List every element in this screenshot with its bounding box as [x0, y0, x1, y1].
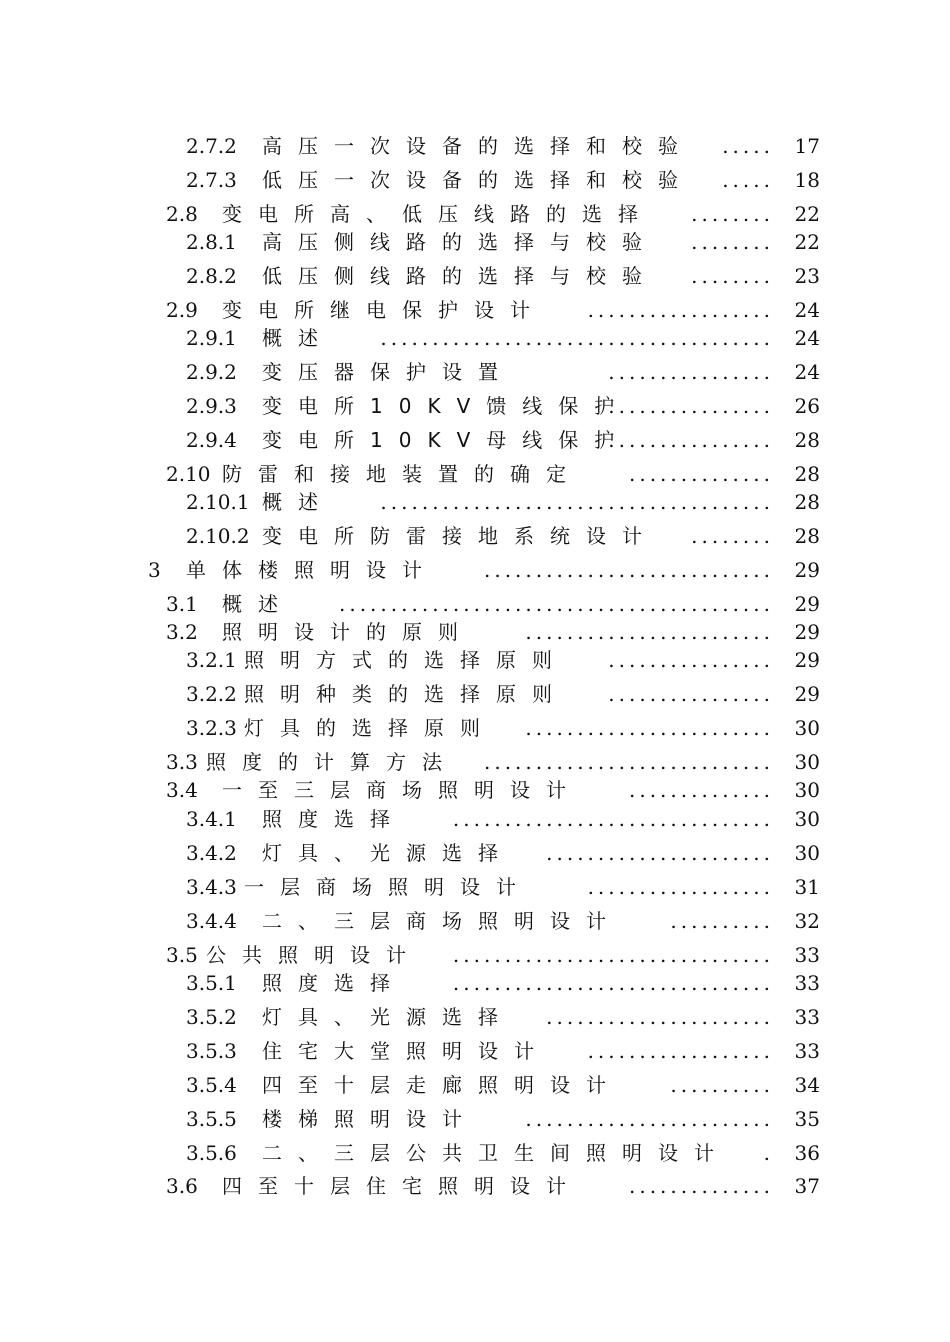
toc-entry-page-number: 22	[794, 202, 820, 226]
toc-entry-page-number: 30	[794, 778, 820, 802]
toc-entry[interactable]	[0, 555, 950, 585]
toc-entry-title: 概述	[262, 490, 334, 514]
toc-entry[interactable]	[0, 940, 950, 970]
toc-entry-page-number: 18	[794, 168, 820, 192]
toc-entry-page-number: 33	[794, 1039, 820, 1063]
toc-entry-page-number: 35	[794, 1107, 820, 1131]
toc-entry-leader-dots: ...............................	[452, 971, 774, 995]
toc-entry-leader-dots: ..............	[628, 778, 774, 802]
toc-entry-leader-dots: ..................	[587, 875, 774, 899]
toc-entry-page-number: 37	[794, 1174, 820, 1198]
toc-entry-title: 防雷和接地装置的确定	[222, 462, 582, 486]
toc-entry-number: 3.4	[166, 778, 198, 802]
toc-entry-number: 2.10.1	[186, 490, 250, 514]
toc-entry-leader-dots: ........................	[525, 1107, 774, 1131]
toc-entry-title: 变压器保护设置	[262, 360, 514, 384]
toc-entry-page-number: 30	[794, 716, 820, 740]
toc-entry-number: 3.2.2	[186, 682, 237, 706]
toc-entry-title: 高压一次设备的选择和校验	[262, 134, 694, 158]
toc-entry-title: 公共照明设计	[206, 943, 422, 967]
toc-entry-number: 3.5.6	[186, 1141, 237, 1165]
toc-entry[interactable]	[0, 713, 950, 743]
toc-entry-number: 2.9.4	[186, 428, 237, 452]
toc-entry-page-number: 17	[794, 134, 820, 158]
toc-entry-leader-dots: ........	[691, 264, 774, 288]
toc-entry-number: 2.7.2	[186, 134, 237, 158]
toc-entry[interactable]	[0, 425, 950, 455]
toc-entry-title: 变电所继电保护设计	[222, 298, 546, 322]
toc-entry-number: 3.5.1	[186, 971, 237, 995]
toc-entry-number: 2.8.1	[186, 230, 237, 254]
toc-entry[interactable]	[0, 589, 950, 619]
toc-entry-page-number: 28	[794, 428, 820, 452]
toc-entry-leader-dots: ...............................	[452, 943, 774, 967]
toc-entry-leader-dots: ..................	[587, 298, 774, 322]
toc-entry-page-number: 29	[794, 620, 820, 644]
toc-entry-page-number: 28	[794, 490, 820, 514]
toc-entry-title: 二、三层商场照明设计	[262, 909, 622, 933]
toc-entry-leader-dots: ........	[691, 524, 774, 548]
toc-entry-title: 变电所10KV馈线保护	[262, 394, 631, 418]
toc-entry[interactable]	[0, 1138, 950, 1168]
toc-entry-page-number: 31	[794, 875, 820, 899]
toc-entry[interactable]	[0, 1171, 950, 1201]
toc-entry-leader-dots: ................	[608, 682, 774, 706]
toc-entry-title: 变电所高、低压线路的选择	[222, 202, 654, 226]
toc-entry-title: 四至十层住宅照明设计	[222, 1174, 582, 1198]
toc-entry-page-number: 33	[794, 943, 820, 967]
toc-entry-page-number: 36	[794, 1141, 820, 1165]
toc-entry-number: 3.5	[166, 943, 198, 967]
toc-entry-page-number: 26	[794, 394, 820, 418]
toc-entry-number: 2.7.3	[186, 168, 237, 192]
toc-entry-number: 2.10.2	[186, 524, 250, 548]
toc-entry-leader-dots: ......................	[546, 841, 774, 865]
toc-entry-leader-dots: .....	[722, 168, 774, 192]
toc-entry-title: 照度选择	[262, 971, 406, 995]
toc-entry-leader-dots: ................	[608, 394, 774, 418]
toc-entry-number: 3	[148, 558, 161, 582]
toc-entry-title: 高压侧线路的选择与校验	[262, 230, 658, 254]
toc-entry-number: 3.4.1	[186, 807, 237, 831]
toc-entry[interactable]	[0, 131, 950, 161]
toc-entry-title: 一层商场照明设计	[244, 875, 532, 899]
toc-entry[interactable]	[0, 261, 950, 291]
toc-entry-title: 变电所10KV母线保护	[262, 428, 631, 452]
toc-entry-title: 变电所防雷接地系统设计	[262, 524, 658, 548]
toc-entry-title: 照度的计算方法	[206, 750, 458, 774]
toc-entry[interactable]	[0, 165, 950, 195]
toc-entry-page-number: 30	[794, 807, 820, 831]
toc-entry-title: 照明种类的选择原则	[244, 682, 568, 706]
toc-entry-number: 2.8	[166, 202, 198, 226]
toc-entry-leader-dots: ........	[691, 230, 774, 254]
toc-entry-number: 3.2	[166, 620, 198, 644]
toc-entry-leader-dots: ..........................................	[338, 592, 774, 616]
toc-entry[interactable]	[0, 459, 950, 489]
toc-entry-page-number: 28	[794, 462, 820, 486]
toc-entry-leader-dots: ......................	[546, 1005, 774, 1029]
toc-entry[interactable]	[0, 804, 950, 834]
toc-entry-number: 3.6	[166, 1174, 198, 1198]
toc-entry-page-number: 29	[794, 558, 820, 582]
toc-entry-page-number: 28	[794, 524, 820, 548]
toc-entry[interactable]	[0, 1002, 950, 1032]
toc-entry-number: 3.2.1	[186, 648, 237, 672]
toc-entry[interactable]	[0, 838, 950, 868]
toc-entry-page-number: 29	[794, 592, 820, 616]
toc-entry-leader-dots: ..................	[587, 1039, 774, 1063]
toc-entry-title: 照明方式的选择原则	[244, 648, 568, 672]
toc-entry-title: 灯具、光源选择	[262, 1005, 514, 1029]
toc-entry-number: 3.1	[166, 592, 198, 616]
toc-entry-leader-dots: ........	[691, 202, 774, 226]
toc-entry-number: 3.4.3	[186, 875, 237, 899]
toc-entry-title: 单体楼照明设计	[186, 558, 438, 582]
toc-entry-title: 四至十层走廊照明设计	[262, 1073, 622, 1097]
toc-entry-leader-dots: ..............	[628, 462, 774, 486]
toc-entry-title: 照度选择	[262, 807, 406, 831]
toc-entry-page-number: 30	[794, 750, 820, 774]
toc-entry-page-number: 23	[794, 264, 820, 288]
toc-entry-title: 概述	[222, 592, 294, 616]
toc-entry-number: 3.5.3	[186, 1039, 237, 1063]
toc-entry-title: 低压侧线路的选择与校验	[262, 264, 658, 288]
toc-entry[interactable]	[0, 295, 950, 325]
toc-entry-leader-dots: ...............................	[452, 807, 774, 831]
toc-entry-leader-dots: ........................	[525, 716, 774, 740]
toc-entry-leader-dots: ................	[608, 428, 774, 452]
toc-entry[interactable]	[0, 521, 950, 551]
toc-entry-leader-dots: ..........	[670, 1073, 774, 1097]
toc-entry[interactable]	[0, 906, 950, 936]
toc-entry-title: 一至三层商场照明设计	[222, 778, 582, 802]
toc-entry-leader-dots: ............................	[483, 558, 774, 582]
toc-entry-page-number: 24	[794, 298, 820, 322]
toc-entry[interactable]	[0, 227, 950, 257]
toc-entry-page-number: 30	[794, 841, 820, 865]
toc-entry-leader-dots: .....	[722, 134, 774, 158]
toc-entry-title: 灯具、光源选择	[262, 841, 514, 865]
toc-entry-number: 2.9.1	[186, 326, 237, 350]
toc-entry-number: 3.2.3	[186, 716, 237, 740]
toc-entry-title: 低压一次设备的选择和校验	[262, 168, 694, 192]
toc-entry[interactable]	[0, 872, 950, 902]
toc-entry-number: 2.9.3	[186, 394, 237, 418]
toc-entry[interactable]	[0, 617, 950, 647]
toc-entry-number: 3.3	[166, 750, 198, 774]
toc-entry[interactable]	[0, 357, 950, 387]
toc-entry-title: 概述	[262, 326, 334, 350]
toc-entry[interactable]	[0, 1036, 950, 1066]
toc-entry-leader-dots: ........................	[525, 620, 774, 644]
toc-entry-leader-dots: ................	[608, 360, 774, 384]
toc-entry[interactable]	[0, 391, 950, 421]
toc-entry-leader-dots: ......................................	[380, 490, 774, 514]
toc-entry-leader-dots: ............................	[483, 750, 774, 774]
toc-entry[interactable]	[0, 645, 950, 675]
toc-entry-page-number: 24	[794, 326, 820, 350]
toc-entry[interactable]	[0, 968, 950, 998]
toc-entry-page-number: 33	[794, 1005, 820, 1029]
toc-entry-page-number: 24	[794, 360, 820, 384]
toc-entry-page-number: 22	[794, 230, 820, 254]
toc-entry-title: 楼梯照明设计	[262, 1107, 478, 1131]
toc-entry-number: 3.4.4	[186, 909, 237, 933]
toc-entry-number: 2.9	[166, 298, 198, 322]
toc-entry-title: 二、三层公共卫生间照明设计	[262, 1141, 730, 1165]
toc-entry-number: 2.10	[166, 462, 211, 486]
toc-entry[interactable]	[0, 679, 950, 709]
toc-entry-title: 照明设计的原则	[222, 620, 474, 644]
toc-entry-leader-dots: ..............	[628, 1174, 774, 1198]
toc-entry-leader-dots: .	[763, 1141, 774, 1165]
toc-entry-number: 3.5.5	[186, 1107, 237, 1131]
toc-entry-leader-dots: ..........	[670, 909, 774, 933]
toc-entry-page-number: 34	[794, 1073, 820, 1097]
toc-entry-number: 2.9.2	[186, 360, 237, 384]
toc-entry-number: 2.8.2	[186, 264, 237, 288]
toc-entry[interactable]	[0, 323, 950, 353]
toc-entry[interactable]	[0, 1104, 950, 1134]
toc-entry[interactable]	[0, 487, 950, 517]
toc-entry[interactable]	[0, 199, 950, 229]
toc-entry[interactable]	[0, 1070, 950, 1100]
toc-entry-number: 3.4.2	[186, 841, 237, 865]
toc-entry[interactable]	[0, 775, 950, 805]
toc-entry-page-number: 32	[794, 909, 820, 933]
toc-entry-leader-dots: ................	[608, 648, 774, 672]
toc-entry-title: 灯具的选择原则	[244, 716, 496, 740]
toc-entry-number: 3.5.2	[186, 1005, 237, 1029]
toc-entry-page-number: 33	[794, 971, 820, 995]
toc-entry-leader-dots: ......................................	[380, 326, 774, 350]
toc-entry[interactable]	[0, 747, 950, 777]
toc-entry-page-number: 29	[794, 682, 820, 706]
toc-entry-title: 住宅大堂照明设计	[262, 1039, 550, 1063]
toc-entry-number: 3.5.4	[186, 1073, 237, 1097]
toc-entry-page-number: 29	[794, 648, 820, 672]
